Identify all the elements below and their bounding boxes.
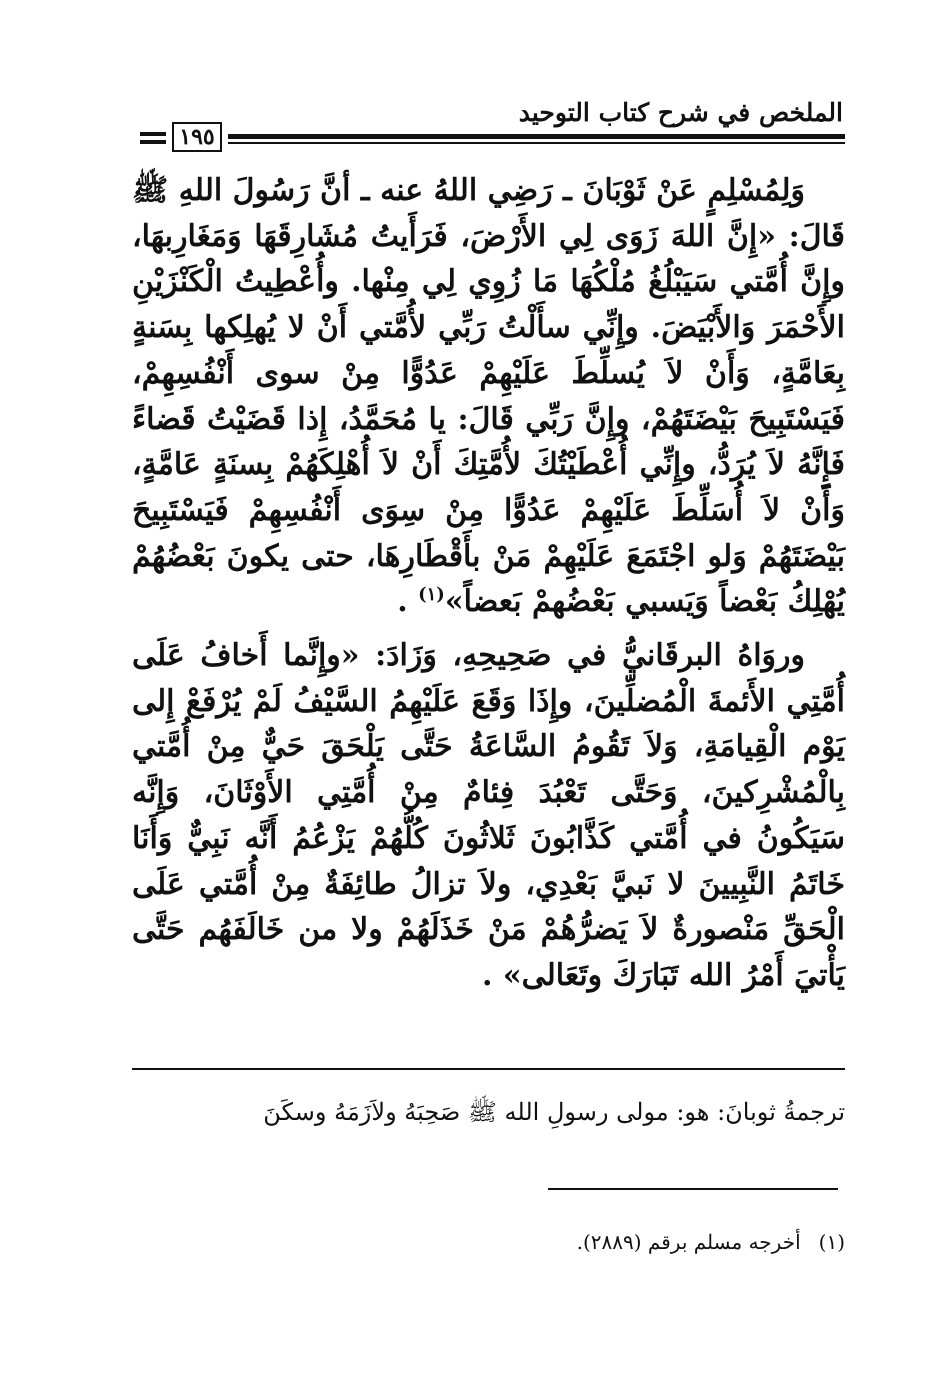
footnote-divider — [548, 1188, 838, 1190]
notes-divider — [132, 1068, 845, 1070]
page-number: ١٩٥ — [172, 122, 222, 152]
hadith-paragraph-barqani: وروَاهُ البرقَانيُّ في صَحِيحِهِ، وَزَادَ: «وإِنَّما أَخافُ عَلَى أُمَّتِي الأَئمةَ الْمُضلِّينَ، وإِذَا وَقَعَ عَلَيْهِمُ السَّيْفُ لَمْ يُرْفَعْ إِلى يَوْم الْقِيامَةِ، وَلاَ تَقُومُ السَّاعَةُ حَتَّى يَلْحَقَ حَيٌّ مِنْ أُمَّتي بِالْمُشْرِكينَ، وَحَتَّى تَعْبُدَ فِئامٌ مِنْ أُمَّتِي الأَوْثَانَ، وَإِنَّه سَيَكُونُ في أُمَّتي كَذَّابُونَ ثَلاثُونَ كُلُّهُمْ يَزْعُمُ أَنَّه نَبِيٌّ وَأَنَا خَاتَمُ النَّبِيينَ لا نَبيَّ بَعْدِي، ولاَ تزالُ طائِفَةٌ مِنْ أُمَّتي عَلَى الْحَقِّ مَنْصورةٌ لاَ يَضرُّهُمْ مَنْ خَذَلَهُمْ ولا من خَالَفَهُم حَتَّى يَأْتيَ أَمْرُ الله تَبَارَكَ وتَعَالى» . — [132, 638, 845, 993]
footnote-reference: (١) — [418, 584, 445, 606]
running-header-title: الملخص في شرح كتاب التوحيد — [518, 98, 843, 127]
header-rule-thick-line — [228, 134, 845, 139]
header-rule-left-bar-top — [140, 132, 166, 136]
header-rule-left-bar-bottom — [140, 140, 166, 144]
translation-note: ترجمةُ ثوبانَ: هو: مولى رسولِ الله ﷺ صَحِبَهُ ولاَزَمَهُ وسكَنَ — [263, 1098, 845, 1126]
hadith-end: . — [397, 584, 419, 620]
footnote-text: أخرجه مسلم برقم (٢٨٨٩). — [576, 1230, 801, 1254]
footnote — [577, 1227, 845, 1257]
hadith-paragraph-muslim — [132, 168, 845, 625]
header-rule — [140, 120, 845, 158]
footnote-number: (١) — [818, 1230, 845, 1254]
main-text — [132, 168, 845, 999]
hadith-text: «إِنَّ اللهَ زَوَى لِي الأَرْضَ، فَرَأَيتُ مُشَارِقَهَا وَمَغَارِبهَا، وإِنَّ أُمَّتي سَيَبْلُغُ مُلْكُهَا مَا زُوِي لِي مِنْها. وأُعْطِيتُ الْكَنْزَيْنِ الأَحْمَرَ وَالأَبْيَضَ. وإِنِّي سأَلْتُ رَبِّي لأُمَّتي أَنْ لا يُهلِكها بِسَنةٍ بِعَامَّةٍ، وَأَنْ لاَ يُسلِّطَ عَلَيْهِمْ عَدُوًّا مِنْ سوى أَنْفُسِهِمْ، فَيَسْتَبِيحَ بَيْضَتَهُمْ، وإِنَّ رَبِّي قَالَ: يا مُحَمَّدُ، إِذا قَضَيْتُ قَضاءً فَإِنَّهُ لاَ يُرَدُّ، وإِنِّي أُعْطَيْتُكَ لأُمَّتِكَ أَنْ لاَ أُهْلِكَهُمْ بِسنَةٍ عَامَّةٍ، وَأَنْ لاَ أُسَلِّطَ عَلَيْهِمْ عَدُوًّا مِنْ سِوَى أَنْفُسِهِمْ فَيَسْتَبِيحَ بَيْضَتَهُمْ وَلو اجْتَمَعَ عَلَيْهِمْ مَنْ بأَقْطَارِهَا، حتى يكونَ بَعْضُهُمْ يُهْلِكُ بَعْضاً وَيَسبي بَعْضُهمْ بَعضاً» — [132, 218, 845, 620]
header-rule-thin-line — [228, 142, 845, 144]
hadith-intro: وَلِمُسْلِمٍ عَنْ ثَوْبَانَ ـ رَضِي اللهُ عنه ـ أنَّ رَسُولَ اللهِ ﷺ قَالَ: — [132, 173, 845, 254]
